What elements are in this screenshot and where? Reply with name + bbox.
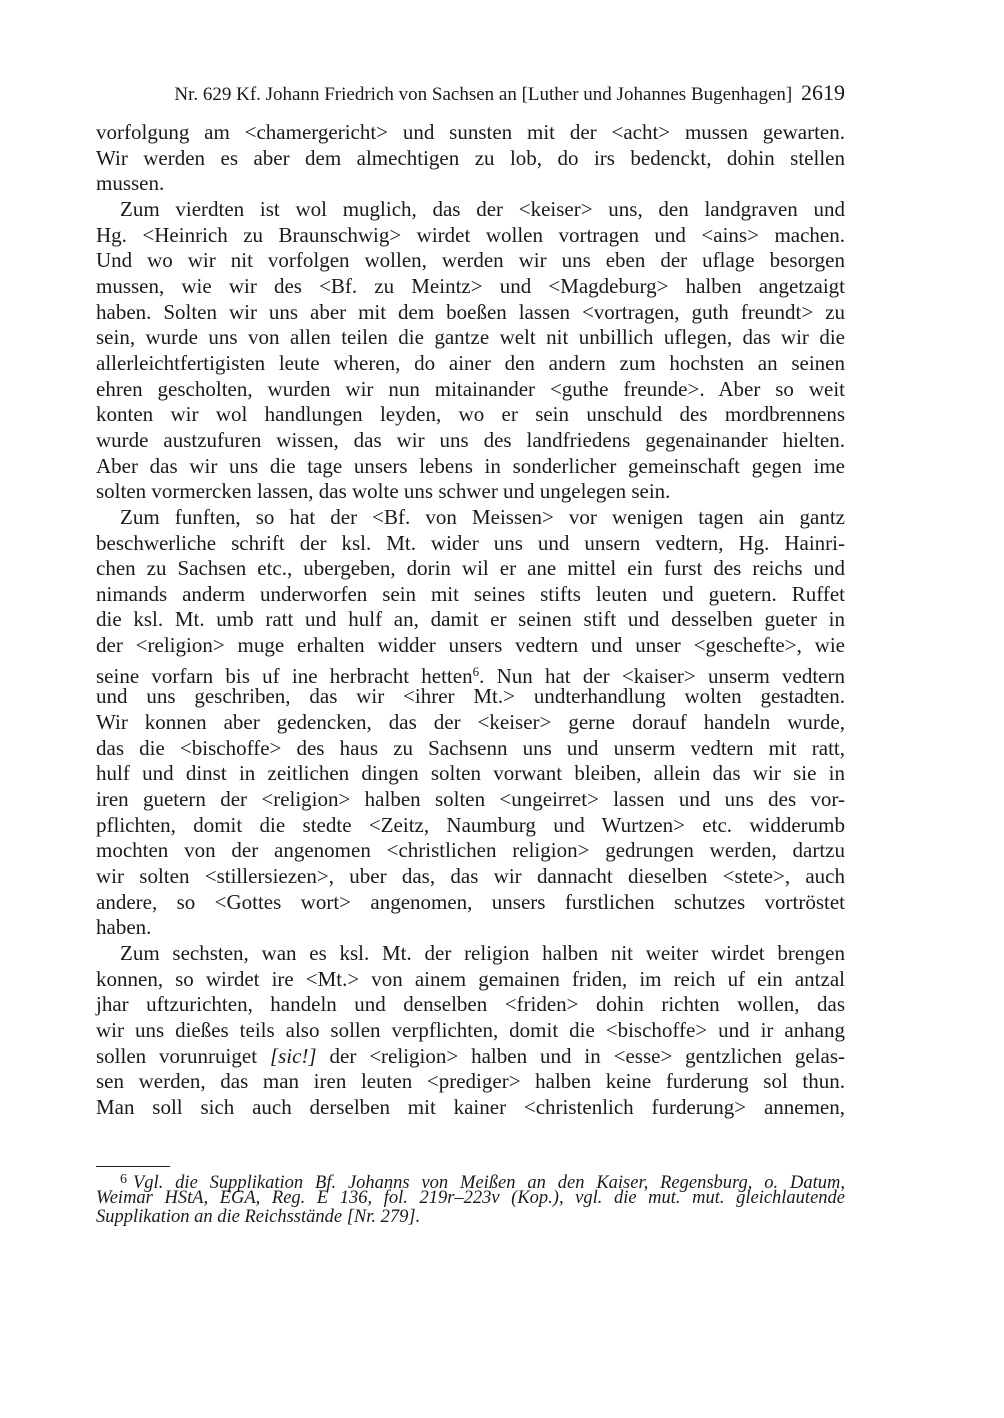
text-line: der <religion> muge erhalten widder unsers vedtern und unser <geschefte>, wie xyxy=(96,633,845,658)
text-line: haben. Solten wir uns aber mit dem boeßen lassen <vortragen, guth freundt> zu xyxy=(96,299,845,324)
text-line: Und wo wir nit vorfolgen wollen, werden wir uns eben der uflage besorgen xyxy=(96,248,845,273)
main-text xyxy=(96,120,845,1121)
text-line: mussen, wie wir des <Bf. zu Meintz> und <Magdeburg> halben angetzaigt xyxy=(96,273,845,298)
text-line xyxy=(96,1044,845,1070)
text-line: Hg. <Heinrich zu Braunschwig> wirdet wollen vortragen und <ains> machen. xyxy=(96,222,845,247)
text-line: pflichten, domit die stedte <Zeitz, Naumburg und Wurtzen> etc. widderumb xyxy=(96,812,845,837)
text-line: mochten von der angenomen <christlichen religion> gedrungen werden, dartzu xyxy=(96,838,845,863)
text-line: Wir werden es aber dem almechtigen zu lob, do irs bedenckt, dohin stellen xyxy=(96,145,845,170)
paragraph xyxy=(96,120,845,197)
footnote-text: Weimar HStA, EGA, Reg. E 136, fol. 219r–223v (Kop.), vgl. die mut. mut. gleichlautende xyxy=(96,1188,845,1208)
text-line: jhar uftzurichten, handeln und denselben <friden> dohin richten wollen, das xyxy=(96,992,845,1017)
text-segment: seine vorfarn bis uf ine herbracht hetten xyxy=(96,663,473,688)
text-line: nimands anderm underworfen sein mit seines stifts leuten und guetern. Ruffet xyxy=(96,581,845,606)
text-line: Wir konnen aber gedencken, das der <keiser> gerne dorauf handeln wurde, xyxy=(96,710,845,735)
text-segment: . Nun hat der <kaiser> unserm vedtern xyxy=(479,663,845,688)
text-line: konnen, so wirdet ire <Mt.> von ainem gemainen friden, im reich uf ein antzal xyxy=(96,966,845,991)
text-line: die ksl. Mt. umb ratt und hulf an, damit er seinen stift und desselben gueter in xyxy=(96,607,845,632)
text-line: sen werden, das man iren leuten <prediger> halben keine furderung sol thun. xyxy=(96,1069,845,1094)
paragraph xyxy=(96,197,845,505)
text-line: hulf und dinst in zeitlichen dingen solten vorwant bleiben, allein das wir sie in xyxy=(96,761,845,786)
text-line: mussen. xyxy=(96,171,165,196)
text-line: chen zu Sachsen etc., ubergeben, dorin wil er ane mittel ein furst des reichs und xyxy=(96,556,845,581)
text-line: beschwerliche schrift der ksl. Mt. wider uns und unsern vedtern, Hg. Hainri- xyxy=(96,530,845,555)
footnote-line xyxy=(96,1189,845,1208)
footnote-line xyxy=(96,1170,845,1193)
text-line: und uns geschriben, das wir <ihrer Mt.> undterhandlung wolten gestadten. xyxy=(96,684,845,709)
footnote-line xyxy=(96,1208,845,1227)
text-line: das die <bischoffe> des haus zu Sachsenn uns und unserm vedtern mit ratt, xyxy=(96,735,845,760)
text-line: Aber das wir uns die tage unsers lebens in sonderlicher gemeinschaft gegen ime xyxy=(96,453,845,478)
footnote-divider xyxy=(96,1166,170,1167)
text-line: sein, wurde uns von allen teilen die gantze welt nit unbillich uflegen, das wir die xyxy=(96,325,845,350)
running-header-title: Nr. 629 Kf. Johann Friedrich von Sachsen an [Luther und Johannes Bugenhagen] xyxy=(174,84,793,105)
text-line: wir uns dießes teils also sollen verpflichten, domit die <bischoffe> und ir anhang xyxy=(96,1017,845,1042)
paragraph xyxy=(96,505,845,941)
text-segment: sollen vorunruiget xyxy=(96,1043,270,1068)
text-line: allerleichtfertigisten leute wheren, do ainer den andern zum hochsten an seinen xyxy=(96,350,845,375)
text-line: andere, so <Gottes wort> angenomen, unsers furstlichen schutzes vortröstet xyxy=(96,889,845,914)
text-line: wurde austzufuren wissen, das wir uns des landfriedens gegenainander hielten. xyxy=(96,427,845,452)
text-segment: der <religion> halben und in <esse> gentzlichen gelas- xyxy=(316,1043,846,1068)
text-line: Man soll sich auch derselben mit kainer <christenlich furderung> annemen, xyxy=(96,1094,845,1119)
text-line: Zum sechsten, wan es ksl. Mt. der religion halben nit weiter wirdet brengen xyxy=(120,941,845,965)
footnote-number: 6 xyxy=(120,1172,127,1187)
text-line: haben. xyxy=(96,915,152,940)
text-line: konten wir wol handlungen leyden, wo er sein unschuld des mordbrennens xyxy=(96,402,845,427)
text-line: ehren gescholten, wurden wir nun mitainander <guthe freunde>. Aber so weit xyxy=(96,376,845,401)
text-line xyxy=(96,659,845,688)
text-line: wir solten <stillersiezen>, uber das, das wir dannacht dieselben <stete>, auch xyxy=(96,864,845,889)
running-header xyxy=(96,80,845,108)
text-line: Zum funften, so hat der <Bf. von Meissen> vor wenigen tagen ain gantz xyxy=(120,504,845,529)
footnote-text: Vgl. die Supplikation Bf. Johanns von Meißen an den Kaiser, Regensburg, o. Datum, xyxy=(133,1173,845,1193)
footnote-text: Supplikation an die Reichsstände [Nr. 279]. xyxy=(96,1207,421,1227)
text-line: iren guetern der <religion> halben solten <ungeirret> lassen und uns des vor- xyxy=(96,787,845,812)
footnote-reference: 6 xyxy=(472,663,480,679)
paragraph xyxy=(96,941,845,1121)
text-line: vorfolgung am <chamergericht> und sunsten mit der <acht> mussen gewarten. xyxy=(96,120,845,144)
text-line: Zum vierdten ist wol muglich, das der <keiser> uns, den landgraven und xyxy=(120,196,845,221)
editorial-note: [sic!] xyxy=(269,1043,317,1068)
text-line: solten vormercken lassen, das wolte uns schwer und ungelegen sein. xyxy=(96,479,671,504)
footnote xyxy=(96,1170,845,1227)
page-number: 2619 xyxy=(801,80,845,105)
